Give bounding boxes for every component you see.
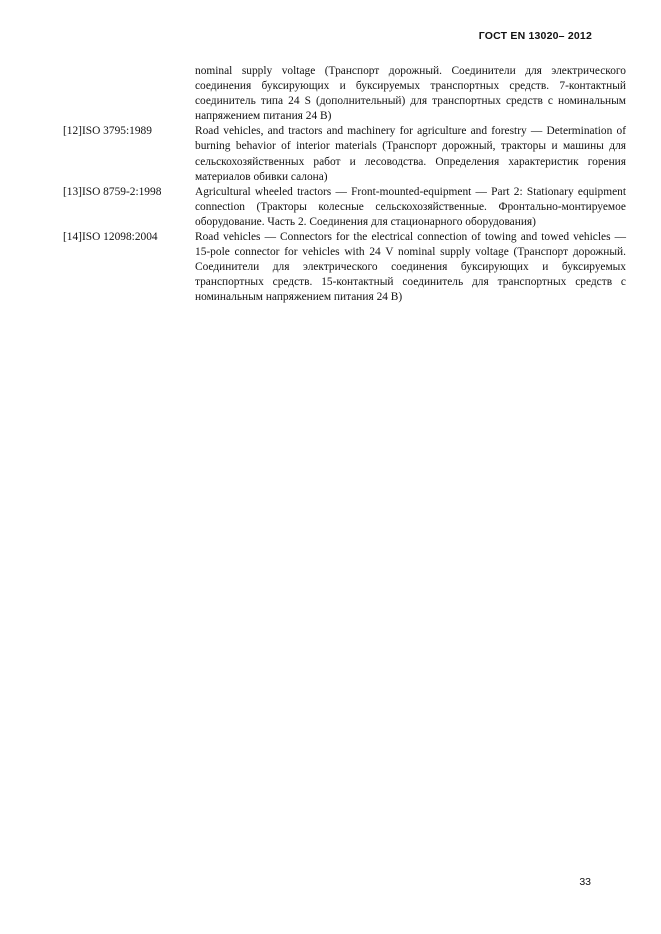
bibliography-entry-13 <box>63 185 626 230</box>
reference-text: Agricultural wheeled tractors — Front-mounted-equipment — Part 2: Stationary equipment connection (Тракторы колесные сельскохозяйственные. Фронтально-монтируемое оборудование. Часть 2. Соединения для стационарного оборудования) <box>195 185 626 228</box>
bibliography-entry-12 <box>63 124 626 184</box>
reference-id: [12]ISO 3795:1989 <box>63 125 152 138</box>
reference-text: Road vehicles — Connectors for the electrical connection of towing and towed vehicles — 15-pole connector for vehicles with 24 V nominal supply voltage (Транспорт дорожный. Соединители для электрического соединения буксирующих и буксируемых транспортных средств. 15-контактный соединитель для транспортных средств с номинальным напряжением питания 24 В) <box>195 231 626 304</box>
page-number: 33 <box>579 876 591 888</box>
reference-id: [13]ISO 8759-2:1998 <box>63 185 162 198</box>
continuation-text: nominal supply voltage (Транспорт дорожный. Соединители для электрического соединения буксирующих и буксируемых транспортных средств. 7-контактный соединитель типа 24 S (дополнительный) для транспортных средств с номинальным напряжением питания 24 В) <box>195 65 626 123</box>
reference-text: Road vehicles, and tractors and machinery for agriculture and forestry — Determination of burning behavior of interior materials (Транспорт дорожный, тракторы и машины для сельскохозяйственных работ и лесоводства. Определения характеристик горения материалов обивки салона) <box>195 125 626 183</box>
bibliography-continuation <box>63 64 626 124</box>
reference-id: [14]ISO 12098:2004 <box>63 231 158 244</box>
bibliography-entry-14 <box>63 230 626 305</box>
bibliography-list <box>63 64 626 306</box>
page-header: ГОСТ EN 13020– 2012 <box>478 30 592 42</box>
